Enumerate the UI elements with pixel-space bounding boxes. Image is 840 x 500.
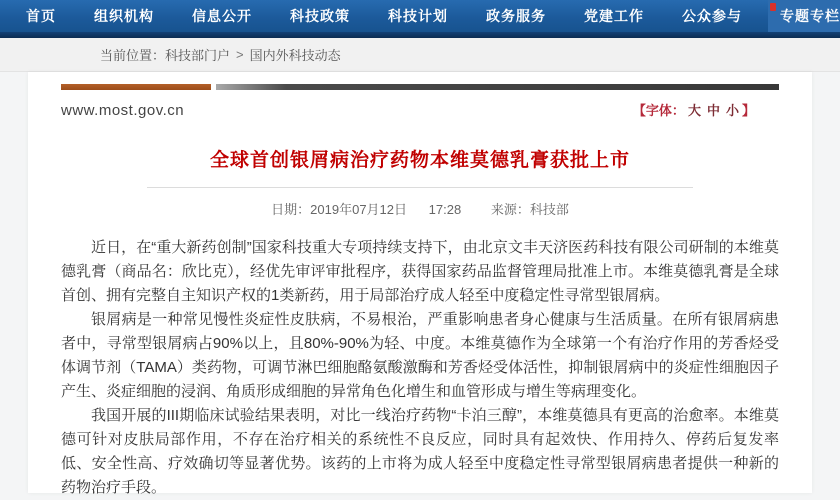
- article-title: 全球首创银屑病治疗药物本维莫德乳膏获批上市: [209, 150, 630, 171]
- time-value: 17:28: [428, 202, 462, 217]
- top-bar-orange-segment: [61, 84, 211, 90]
- nav-item-sci-tech-policy[interactable]: 科技政策: [290, 8, 350, 24]
- breadcrumb-label: 当前位置：: [100, 48, 166, 63]
- nav-item-home[interactable]: 首页: [26, 8, 56, 24]
- breadcrumb-separator: >: [236, 47, 244, 62]
- article-body: [61, 236, 779, 500]
- title-divider: [147, 187, 693, 188]
- nav-item-public-participation[interactable]: 公众参与: [682, 8, 742, 24]
- top-bar-gray-segment: [216, 84, 779, 90]
- site-url-label: www.most.gov.cn: [61, 102, 185, 119]
- article-paragraph: 我国开展的III期临床试验结果表明，对比一线治疗药物“卡泊三醇”，本维莫德具有更高的治愈率。本维莫德可针对皮肤局部作用，不存在治疗相关的系统性不良反应，同时具有起效快、作用持久、停药后复发率低、安全性高、疗效确切等显著优势。该药的上市将为成人轻至中度稳定性寻常型银屑病患者提供一种新的药物治疗手段。: [61, 407, 779, 496]
- breadcrumb-link-portal[interactable]: 科技部门户: [165, 48, 231, 63]
- breadcrumb: [0, 38, 840, 72]
- article-paragraph: 银屑病是一种常见慢性炎症性皮肤病，不易根治，严重影响患者身心健康与生活质量。在所有银屑病患者中，寻常型银屑病占90%以上，且80%-90%为轻、中度。本维莫德作为全球第一个有治疗作用的芳香烃受体调节剂（TAMA）类药物，可调节淋巴细胞酪氨酸激酶和芳香烃受体活性，抑制银屑病中的炎症性细胞因子产生、炎症细胞的浸润、角质形成细胞的异常角色化增生和血管形成与增生等病理变化。: [61, 311, 779, 400]
- date-value: 2019年07月12日: [310, 202, 408, 217]
- nav-item-sci-tech-programs[interactable]: 科技计划: [388, 8, 448, 24]
- nav-item-information-disclosure[interactable]: 信息公开: [192, 8, 252, 24]
- font-size-selector: [633, 100, 779, 119]
- font-size-small-button[interactable]: 小: [725, 103, 739, 118]
- font-size-suffix: 】: [741, 103, 755, 118]
- top-navigation-bar: [0, 0, 840, 32]
- card-header-row: [61, 100, 779, 119]
- article-meta-row: [61, 199, 779, 218]
- breadcrumb-link-current[interactable]: 国内外科技动态: [249, 48, 341, 63]
- nav-item-party-building[interactable]: 党建工作: [584, 8, 644, 24]
- card-top-bar: [61, 84, 779, 90]
- font-size-large-button[interactable]: 大: [687, 103, 701, 118]
- hot-badge-icon: [770, 3, 776, 11]
- article-card: [28, 72, 812, 496]
- nav-item-label: 专题专栏: [780, 8, 840, 24]
- source-value: 科技部: [529, 202, 569, 217]
- nav-item-special-topics[interactable]: [768, 0, 840, 32]
- page-background: [0, 72, 840, 496]
- nav-item-government-services[interactable]: 政务服务: [486, 8, 546, 24]
- source-label: 来源：: [490, 202, 530, 217]
- article-paragraph: 近日，在“重大新药创制”国家科技重大专项持续支持下，由北京文丰天济医药科技有限公司研制的本维莫德乳膏（商品名：欣比克），经优先审评审批程序，获得国家药品监督管理局批准上市。本维莫德乳膏是全球首创、拥有完整自主知识产权的1类新药，用于局部治疗成人轻至中度稳定性寻常型银屑病。: [61, 239, 779, 304]
- font-size-medium-button[interactable]: 中: [706, 103, 720, 118]
- nav-item-organization[interactable]: 组织机构: [94, 8, 154, 24]
- font-size-prefix: 【字体：: [632, 103, 685, 118]
- date-label: 日期：: [271, 202, 311, 217]
